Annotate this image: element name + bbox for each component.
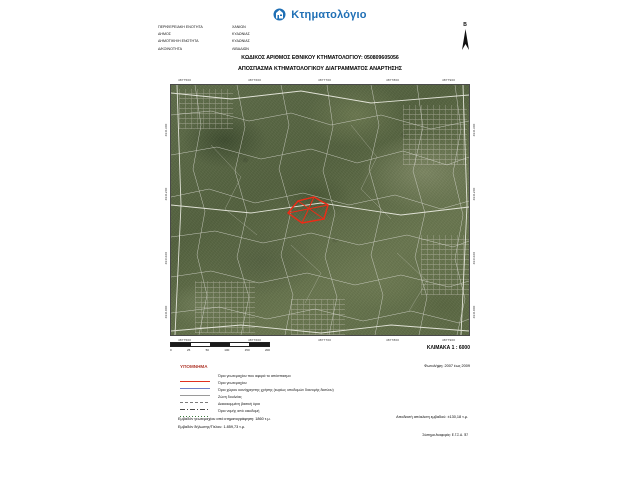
map-tick-bottom: 4877600 <box>248 338 262 342</box>
map-tick-bottom: 4877700 <box>318 338 332 342</box>
legend-label: Όριο γεωτεμαχίου που αφορά το απόσπασμα <box>218 373 291 378</box>
admin-row <box>158 24 342 31</box>
legend-swatch-parcel-boundary <box>178 379 212 386</box>
legend-item <box>178 386 428 393</box>
area-from-cadastre: Εμβαδόν γεωτεμαχίου από κτηματογράφηση: 1860 τ.μ. <box>178 417 271 421</box>
admin-row <box>158 38 342 45</box>
map-tick-left: 4941300 <box>164 123 168 137</box>
scale-tick: 150 <box>244 348 250 352</box>
legend-item <box>178 393 428 400</box>
selected-parcel-highlight[interactable] <box>284 195 332 225</box>
area-summary <box>178 415 271 431</box>
map-tick-top: 4877800 <box>386 78 400 82</box>
north-arrow-icon <box>452 29 478 51</box>
admin-value: ΚΥΔΩΝΙΑΣ <box>232 39 250 44</box>
scale-tick: 0 <box>170 348 172 352</box>
map-container[interactable] <box>164 78 476 342</box>
map-tick-top: 4877700 <box>318 78 332 82</box>
legend-item <box>178 372 428 379</box>
administrative-info <box>158 24 342 53</box>
admin-row <box>158 31 342 38</box>
map-tick-left: 4941100 <box>164 251 168 265</box>
document-title: ΑΠΟΣΠΑΣΜΑ ΚΤΗΜΑΤΟΛΟΓΙΚΟΥ ΔΙΑΓΡΑΜΜΑΤΟΣ ΑΝΑΡΤΗΣΗΣ <box>237 66 403 72</box>
admin-label: ΠΕΡΙΦΕΡΕΙΑΚΗ ΕΝΟΤΗΤΑ <box>158 25 203 29</box>
admin-row <box>158 46 342 53</box>
orthophoto-date-label: Φωτολήψη: 2007 έως 2009 <box>424 364 470 368</box>
map-tick-bottom: 4877500 <box>178 338 192 342</box>
map-frame <box>170 84 470 336</box>
map-tick-top: 4877500 <box>178 78 192 82</box>
admin-value: ΚΥΔΩΝΙΑΣ <box>232 32 250 37</box>
legend-swatch-common-space <box>178 386 212 393</box>
legend-item <box>178 379 428 386</box>
admin-label: Δ/ΚΟΙΝΟΤΗΤΑ <box>158 46 182 51</box>
legend <box>178 364 428 414</box>
scale-tick-unit: 200 <box>264 348 270 352</box>
map-tick-right: 4941000 <box>472 305 476 319</box>
admin-label: ΔΗΜΟΤΙΚΗ/Η ΕΝΟΤΗΤΑ <box>158 39 199 44</box>
cadastre-logo-icon <box>273 8 286 21</box>
area-tolerance: Αποδεκτή απόκλιση εμβαδού: ±130,18 τ.μ. <box>396 415 468 419</box>
scale-tick: 50 <box>205 348 209 352</box>
legend-label: Ζώνη δουλείας <box>218 394 242 399</box>
map-tick-top: 4877900 <box>442 78 456 82</box>
map-tick-bottom: 4877900 <box>442 338 456 342</box>
legend-swatch-subject-parcel <box>178 372 212 379</box>
map-tick-top: 4877600 <box>248 78 262 82</box>
area-from-title: Εμβαδόν δήλωσης/Τίτλου: 1.859,73 τ.μ. <box>178 425 246 429</box>
legend-swatch-possession-boundary <box>178 407 212 414</box>
north-indicator <box>452 22 478 51</box>
legend-title: ΥΠΟΜΝΗΜΑ <box>180 364 208 369</box>
map-tick-right: 4941100 <box>472 251 476 265</box>
legend-label: Όριο γεωτεμαχίου <box>218 380 247 385</box>
admin-value: ΛΙΒΑΔΙΩΝ <box>232 46 249 51</box>
scale-bar-labels <box>170 348 270 352</box>
map-tick-bottom: 4877800 <box>386 338 400 342</box>
reference-system-note: Σύστημα Αναφοράς: Ε.Γ.Σ.Α. '87 <box>422 433 468 437</box>
scale-denominator-label: ΚΛΙΜΑΚΑ 1 : 6000 <box>426 345 470 351</box>
legend-item <box>178 407 428 414</box>
scale-tick: 25 <box>186 348 191 352</box>
map-tick-left: 4941000 <box>164 305 168 319</box>
legend-item <box>178 400 428 407</box>
legend-swatch-dashdot-boundary <box>178 400 212 407</box>
legend-label: Όριο νομής από οικοδομή <box>218 408 260 413</box>
map-tick-right: 4941300 <box>472 123 476 137</box>
legend-label: Διακεκομμένη βασική όρια <box>218 401 260 406</box>
admin-label: ΔΗΜΟΣ <box>158 32 172 37</box>
scale-bar <box>170 342 270 352</box>
legend-label: Όριο χώρου κοινόχρηστης χρήσης (κυρίως υποδομών διανομής δικτύου) <box>218 387 334 392</box>
map-tick-right: 4941200 <box>472 187 476 201</box>
scale-bar-graphic <box>170 342 270 347</box>
scale-tick: 100 <box>224 348 230 352</box>
map-tick-left: 4941200 <box>164 187 168 201</box>
brand-header <box>0 8 640 21</box>
brand-title: Κτηματολόγιο <box>291 8 367 21</box>
legend-swatch-easement-zone <box>178 393 212 400</box>
admin-value: ΧΑΝΙΩΝ <box>232 25 246 29</box>
cadastre-code-line: ΚΩΔΙΚΟΣ ΑΡΙΘΜΟΣ ΕΘΝΙΚΟΥ ΚΤΗΜΑΤΟΛΟΓΙΟΥ: 050809605056 <box>241 55 399 61</box>
north-label: Β <box>463 22 467 28</box>
